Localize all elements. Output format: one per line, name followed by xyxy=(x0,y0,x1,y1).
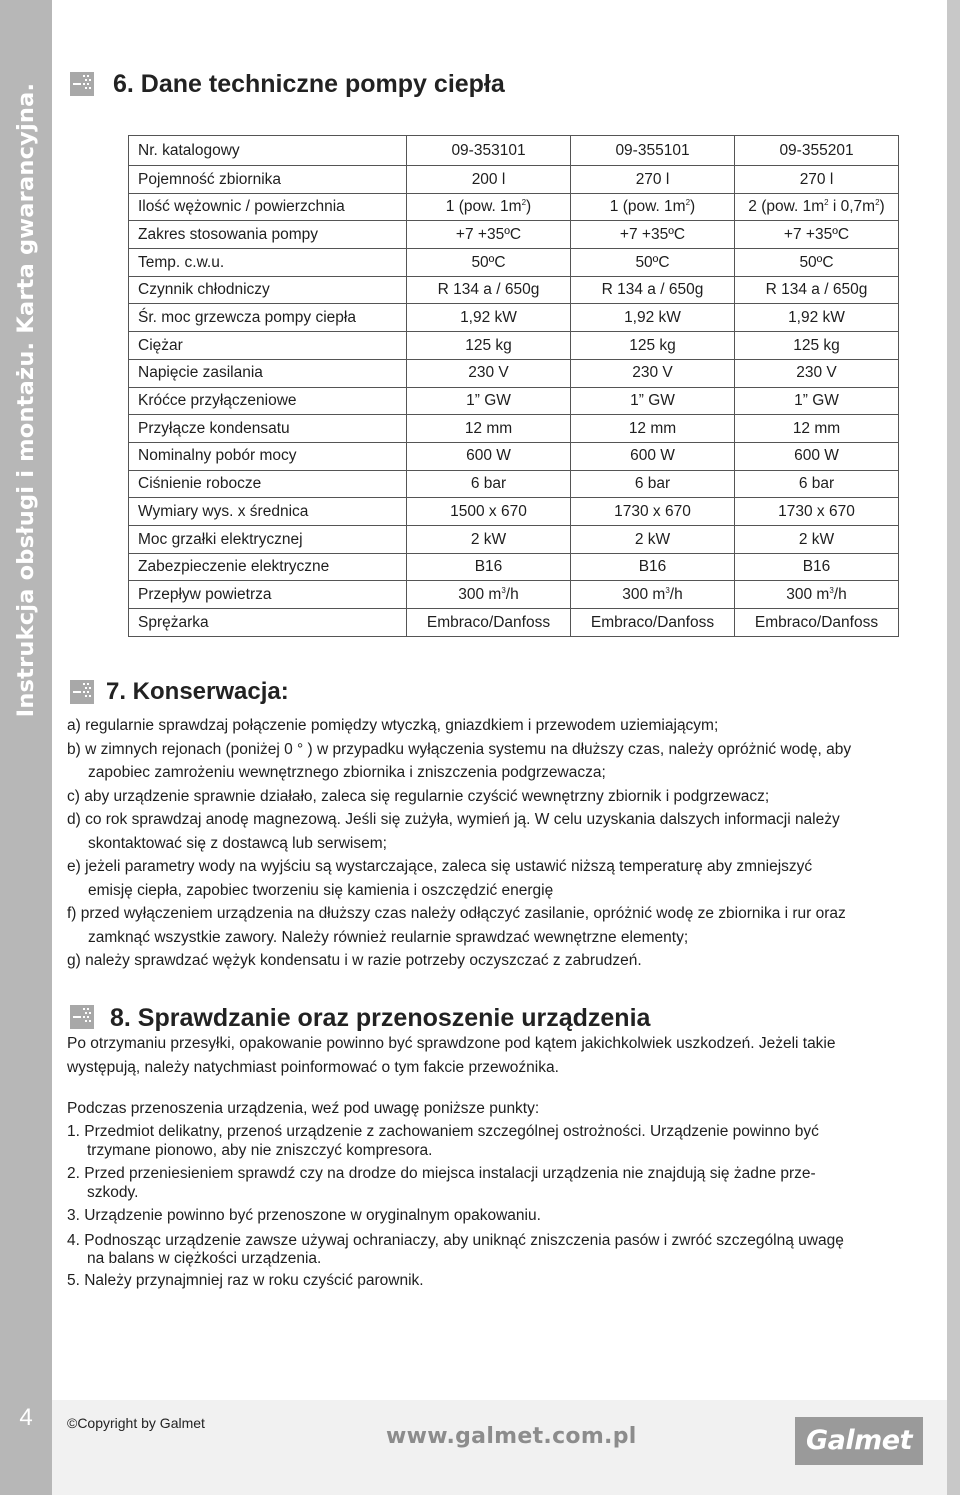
spec-value: 1730 x 670 xyxy=(735,498,899,526)
transport-point-line: 5. Należy przynajmniej raz w roku czyścić parownik. xyxy=(67,1271,424,1289)
spec-value: B16 xyxy=(571,553,735,581)
spec-row xyxy=(129,442,899,470)
spec-value: +7 +35ºC xyxy=(735,221,899,249)
intro-line: Po otrzymaniu przesyłki, opakowanie powinno być sprawdzone pod kątem jakichkolwiek uszkodzeń. Jeżeli takie xyxy=(67,1035,836,1052)
transport-point-line: 3. Urządzenie powinno być przenoszone w oryginalnym opakowaniu. xyxy=(67,1207,541,1224)
spec-label: Króćce przyłączeniowe xyxy=(129,387,407,415)
spec-value: R 134 a / 650g xyxy=(571,276,735,304)
galmet-logo: Galmet xyxy=(795,1417,923,1465)
spec-label: Ciężar xyxy=(129,332,407,360)
spec-value: R 134 a / 650g xyxy=(735,276,899,304)
spec-value: 09-355201 xyxy=(735,136,899,166)
spec-label: Pojemność zbiornika xyxy=(129,166,407,194)
spec-value: 50ºC xyxy=(735,249,899,277)
page-number: 4 xyxy=(19,1404,33,1431)
spec-value: 200 l xyxy=(407,166,571,194)
spec-row xyxy=(129,332,899,360)
spec-value: 6 bar xyxy=(571,470,735,498)
spec-row xyxy=(129,553,899,581)
spec-value: 1,92 kW xyxy=(407,304,571,332)
spec-value: Embraco/Danfoss xyxy=(407,609,571,637)
spec-value: 09-353101 xyxy=(407,136,571,166)
spec-value: 230 V xyxy=(735,359,899,387)
spec-value: B16 xyxy=(407,553,571,581)
spec-value: 12 mm xyxy=(735,415,899,443)
website-url[interactable]: www.galmet.com.pl xyxy=(386,1424,637,1449)
spec-label: Ciśnienie robocze xyxy=(129,470,407,498)
intro-line: występują, należy natychmiast poinformować o tym fakcie przewoźnika. xyxy=(67,1058,559,1076)
spec-row xyxy=(129,193,899,221)
spec-label: Temp. c.w.u. xyxy=(129,249,407,277)
section-8-intro xyxy=(67,1032,836,1079)
spec-row xyxy=(129,221,899,249)
spec-value: 6 bar xyxy=(735,470,899,498)
spec-value: 125 kg xyxy=(735,332,899,360)
maintenance-item-line: b) w zimnych rejonach (poniżej 0 ° ) w przypadku wyłączenia systemu na dłuższy czas, należy opróżnić wodę, aby xyxy=(67,740,852,758)
spec-value: 230 V xyxy=(571,359,735,387)
maintenance-item-line: zapobiec zamrożeniu wewnętrznego zbiornika i zniszczenia podgrzewacza; xyxy=(88,764,606,781)
maintenance-item-line: e) jeżeli parametry wody na wyjściu są wystarczające, zaleca się ustawić niższą temperaturę aby zmniejszyć xyxy=(67,858,813,875)
spec-row xyxy=(129,581,899,609)
spec-value: 125 kg xyxy=(407,332,571,360)
spec-row xyxy=(129,136,899,166)
spec-value: 1500 x 670 xyxy=(407,498,571,526)
maintenance-item-line: d) co rok sprawdzaj anodę magnezową. Jeśli się zużyła, wymień ją. W celu uzyskania dalszych informacji należy xyxy=(67,811,840,828)
spec-value: 600 W xyxy=(407,442,571,470)
section-bullet-icon xyxy=(70,680,94,704)
section-bullet-icon xyxy=(70,1005,94,1029)
spec-value: 6 bar xyxy=(407,470,571,498)
spec-row xyxy=(129,359,899,387)
spec-value: 09-355101 xyxy=(571,136,735,166)
spec-value: 1 (pow. $1m^2$) xyxy=(571,193,735,221)
spec-value: +7 +35ºC xyxy=(407,221,571,249)
spec-label: Ilość wężownic / powierzchnia xyxy=(129,193,407,221)
spec-row xyxy=(129,304,899,332)
spec-value: 12 mm xyxy=(571,415,735,443)
spec-row xyxy=(129,470,899,498)
transport-point-line: 2. Przed przeniesieniem sprawdź czy na drodze do miejsca instalacji urządzenia nie znajdują się żadne prze- xyxy=(67,1165,816,1182)
spec-value: 270 l xyxy=(735,166,899,194)
spec-value: Embraco/Danfoss xyxy=(735,609,899,637)
transport-point-line: szkody. xyxy=(87,1183,139,1201)
spec-value: 2 kW xyxy=(571,525,735,553)
spec-value: 300 $m^3/h$ xyxy=(735,581,899,609)
spec-label: Zakres stosowania pompy xyxy=(129,221,407,249)
spec-label: Sprężarka xyxy=(129,609,407,637)
spec-value: 125 kg xyxy=(571,332,735,360)
spec-label: Nominalny pobór mocy xyxy=(129,442,407,470)
spec-value: 1,92 kW xyxy=(571,304,735,332)
transport-points xyxy=(67,1123,844,1290)
spec-label: Wymiary wys. x średnica xyxy=(129,498,407,526)
spec-label: Śr. moc grzewcza pompy ciepła xyxy=(129,304,407,332)
section-7-title: 7. Konserwacja: xyxy=(106,678,289,705)
maintenance-item-line: f) przed wyłączeniem urządzenia na dłuższy czas należy odłączyć zasilanie, opróżnić wodę ze zbiornika i rur oraz xyxy=(67,905,846,922)
spec-row xyxy=(129,498,899,526)
spec-value: 12 mm xyxy=(407,415,571,443)
spec-value: 50ºC xyxy=(407,249,571,277)
spec-value: 2 kW xyxy=(735,525,899,553)
maintenance-item-line: emisję ciepła, zapobiec tworzeniu się kamienia i oszczędzić energię xyxy=(88,881,554,899)
spec-value: 1” GW xyxy=(735,387,899,415)
spec-value: 2 (pow. $1m^2$ i $0,7m^2$) xyxy=(735,193,899,221)
spec-value: 50ºC xyxy=(571,249,735,277)
maintenance-item-line: c) aby urządzenie sprawnie działało, zaleca się regularnie czyścić wewnętrzny zbiornik i podgrzewacz; xyxy=(67,787,770,805)
points-intro: Podczas przenoszenia urządzenia, weź pod uwagę poniższe punkty: xyxy=(67,1100,540,1117)
spec-value: +7 +35ºC xyxy=(571,221,735,249)
spec-value: Embraco/Danfoss xyxy=(571,609,735,637)
spec-table xyxy=(128,135,899,637)
maintenance-item-line: g) należy sprawdzać wężyk kondensatu i w razie potrzeby oczyszczać z zabrudzeń. xyxy=(67,952,642,969)
spec-value: B16 xyxy=(735,553,899,581)
spec-label: Czynnik chłodniczy xyxy=(129,276,407,304)
section-8-title: 8. Sprawdzanie oraz przenoszenie urządzenia xyxy=(110,1004,651,1032)
spec-label: Moc grzałki elektrycznej xyxy=(129,525,407,553)
spec-value: 1730 x 670 xyxy=(571,498,735,526)
transport-point-line: trzymane pionowo, aby nie zniszczyć kompresora. xyxy=(87,1141,433,1159)
spec-value: 270 l xyxy=(571,166,735,194)
spec-label: Napięcie zasilania xyxy=(129,359,407,387)
spec-row xyxy=(129,166,899,194)
spec-row xyxy=(129,609,899,637)
spec-value: 600 W xyxy=(571,442,735,470)
maintenance-list xyxy=(67,714,851,973)
spec-label: Przepływ powietrza xyxy=(129,581,407,609)
spec-value: 230 V xyxy=(407,359,571,387)
copyright: ©Copyright by Galmet xyxy=(67,1415,205,1431)
spec-value: 2 kW xyxy=(407,525,571,553)
spec-value: 300 $m^3/h$ xyxy=(571,581,735,609)
transport-point-line: 1. Przedmiot delikatny, przenoś urządzenie z zachowaniem szczególnej ostrożności. Urządzenie powinno być xyxy=(67,1123,819,1140)
spec-value: 1,92 kW xyxy=(735,304,899,332)
spec-value: R 134 a / 650g xyxy=(407,276,571,304)
spec-value: 1 (pow. $1m^2$) xyxy=(407,193,571,221)
spec-row xyxy=(129,525,899,553)
spec-row xyxy=(129,415,899,443)
spec-value: 1” GW xyxy=(407,387,571,415)
spec-value: 1” GW xyxy=(571,387,735,415)
transport-point-line: 4. Podnosząc urządzenie zawsze używaj ochraniaczy, aby uniknąć zniszczenia pasów i zwróć szczególną uwagę xyxy=(67,1231,844,1249)
section-6-title: 6. Dane techniczne pompy ciepła xyxy=(113,70,505,98)
maintenance-item-line: zamknąć wszystkie zawory. Należy również reularnie sprawdzać wewnętrzne elementy; xyxy=(88,928,689,946)
spec-row xyxy=(129,276,899,304)
spec-row xyxy=(129,249,899,277)
vertical-document-title: Instrukcja obsługi i montażu. Karta gwarancyjna. xyxy=(13,82,39,718)
right-edge-bar xyxy=(947,0,960,1495)
spec-label: Zabezpieczenie elektryczne xyxy=(129,553,407,581)
maintenance-item-line: skontaktować się z dostawcą lub serwisem; xyxy=(88,834,387,852)
spec-value: 600 W xyxy=(735,442,899,470)
section-bullet-icon xyxy=(70,72,94,96)
sidebar xyxy=(0,0,52,1495)
spec-value: 300 $m^3/h$ xyxy=(407,581,571,609)
spec-row xyxy=(129,387,899,415)
spec-label: Przyłącze kondensatu xyxy=(129,415,407,443)
maintenance-item-line: a) regularnie sprawdzaj połączenie pomiędzy wtyczką, gniazdkiem i przewodem uziemiającym; xyxy=(67,717,719,734)
transport-point-line: na balans w ciężkości urządzenia. xyxy=(87,1250,322,1267)
spec-label: Nr. katalogowy xyxy=(129,136,407,166)
